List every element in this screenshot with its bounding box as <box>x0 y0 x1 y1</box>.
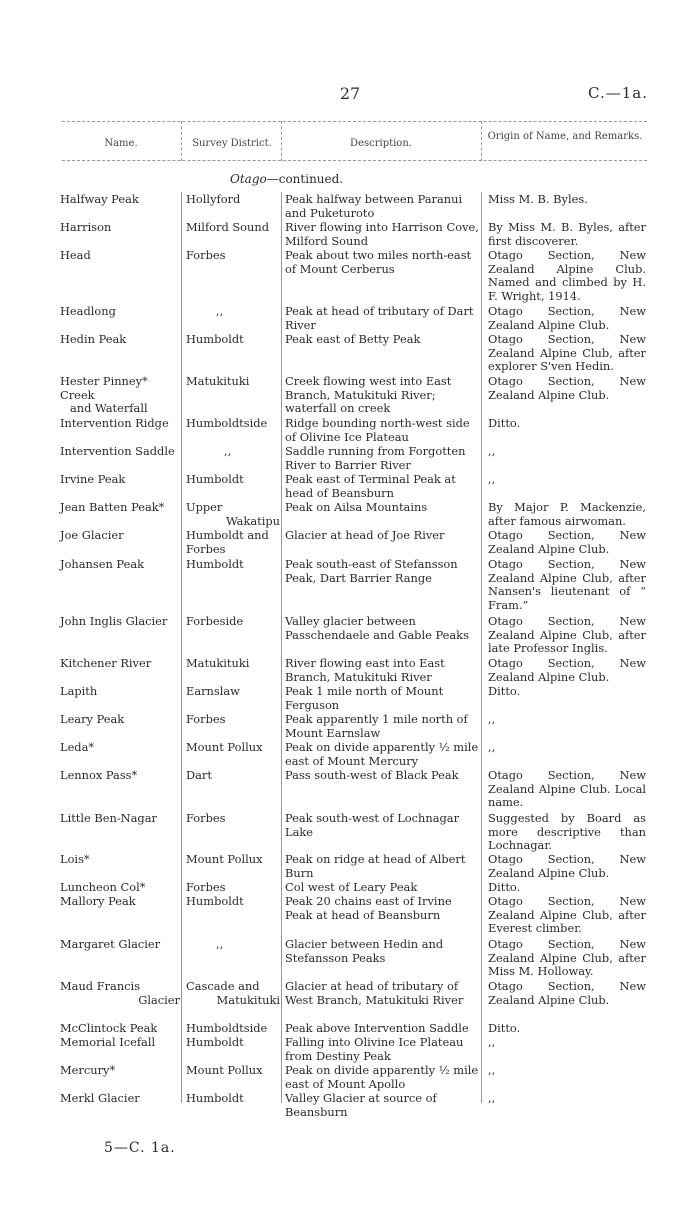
cell-name: Joe Glacier <box>60 528 124 542</box>
cell-district: Forbes <box>186 248 226 262</box>
cell-description: Peak on ridge at head of Albert Burn <box>285 852 466 880</box>
cell-name: Kitchener River <box>60 656 152 670</box>
cell-origin: ,, <box>488 1035 496 1049</box>
header-column-separator <box>181 121 182 161</box>
cell-name: Headlong <box>60 304 116 318</box>
cell-origin: Otago Section, New Zealand Alpine Club. Local name. <box>488 768 646 809</box>
cell-origin: Ditto. <box>488 880 521 894</box>
cell-district: Humboldt <box>186 472 244 486</box>
cell-district: Humboldt <box>186 894 244 908</box>
cell-origin: ,, <box>488 1091 496 1105</box>
cell-district-line: Forbes <box>186 541 226 556</box>
cell-description: Ridge bounding north-west side of Olivine Ice Plateau <box>285 416 470 444</box>
cell-name: Lapith <box>60 684 98 698</box>
cell-description: Peak above Intervention Saddle <box>285 1021 469 1035</box>
cell-district: Mount Pollux <box>186 852 263 866</box>
cell-name: Leary Peak <box>60 712 125 726</box>
footer-signature: 5—C. 1a. <box>104 1140 176 1156</box>
cell-description: River flowing east into East Branch, Matukituki River <box>285 656 445 684</box>
cell-description: Valley Glacier at source of Beansburn <box>285 1091 437 1119</box>
cell-district: ,, <box>224 444 232 458</box>
cell-name: Lennox Pass* <box>60 768 138 782</box>
document-reference: C.—1a. <box>588 84 648 102</box>
cell-district: Humboldt <box>186 1091 244 1105</box>
cell-name-line: Hester Pinney* Creek <box>60 374 148 402</box>
column-header-origin: Origin of Name, and Remarks. <box>487 131 643 142</box>
cell-district: Earnslaw <box>186 684 240 698</box>
page-number: 27 <box>339 84 361 103</box>
column-header-district: Survey District. <box>192 138 272 149</box>
header-column-separator <box>481 121 482 161</box>
cell-name: Margaret Glacier <box>60 937 161 951</box>
cell-description: Glacier at head of tributary of West Branch, Matukituki River <box>285 979 464 1007</box>
cell-description: Peak 20 chains east of Irvine Peak at head of Beansburn <box>285 894 452 922</box>
cell-name: Leda* <box>60 740 95 754</box>
cell-district-line: Cascade and <box>186 979 260 993</box>
cell-description: Peak 1 mile north of Mount Ferguson <box>285 684 444 712</box>
cell-origin: Otago Section, New Zealand Alpine Club, after Everest climber. <box>488 894 646 935</box>
cell-name: Intervention Saddle <box>60 444 175 458</box>
cell-origin: Otago Section, New Zealand Alpine Club, after Miss M. Holloway. <box>488 937 646 978</box>
cell-description: Peak south-west of Lochnagar Lake <box>285 811 460 839</box>
cell-origin: Ditto. <box>488 684 521 698</box>
cell-district: Forbes <box>186 880 226 894</box>
cell-description: Peak on Ailsa Mountains <box>285 500 428 514</box>
cell-name: Intervention Ridge <box>60 416 169 430</box>
cell-district: Matukituki <box>186 374 250 388</box>
cell-name: Lois* <box>60 852 90 866</box>
cell-origin: Otago Section, New Zealand Alpine Club. Named and climbed by H. F. Wright, 1914. <box>488 248 646 303</box>
cell-description: Glacier at head of Joe River <box>285 528 445 542</box>
cell-name: Head <box>60 248 91 262</box>
cell-origin: Otago Section, New Zealand Alpine Club. <box>488 528 646 556</box>
cell-origin: ,, <box>488 472 496 486</box>
cell-district: Humboldt <box>186 1035 244 1049</box>
cell-district-line: Matukituki <box>216 992 280 1007</box>
cell-name: Harrison <box>60 220 112 234</box>
cell-district: Humboldtside <box>186 1021 268 1035</box>
cell-description: Peak south-east of Stefansson Peak, Dart Barrier Range <box>285 557 458 585</box>
section-region: Otago <box>230 172 267 186</box>
section-label <box>230 172 343 186</box>
body-column-separator <box>281 192 282 1103</box>
cell-origin: Otago Section, New Zealand Alpine Club. <box>488 979 646 1007</box>
cell-origin: By Major P. Mackenzie, after famous airwoman. <box>488 500 646 528</box>
cell-district: Humboldtside <box>186 416 268 430</box>
header-rule-top <box>62 121 647 122</box>
cell-origin: Miss M. B. Byles. <box>488 192 588 206</box>
cell-origin: Otago Section, New Zealand Alpine Club. <box>488 852 646 880</box>
cell-description: Peak on divide apparently ½ mile east of Mount Mercury <box>285 740 479 768</box>
cell-district: ,, <box>216 937 224 951</box>
cell-description: Saddle running from Forgotten River to Barrier River <box>285 444 466 472</box>
cell-district <box>186 980 280 1007</box>
cell-description: Falling into Olivine Ice Plateau from Destiny Peak <box>285 1035 464 1063</box>
cell-origin: ,, <box>488 740 496 754</box>
cell-origin: Otago Section, New Zealand Alpine Club. <box>488 304 646 332</box>
cell-origin: Otago Section, New Zealand Alpine Club, after late Professor Inglis. <box>488 614 646 655</box>
cell-district: Forbes <box>186 712 226 726</box>
cell-origin: Otago Section, New Zealand Alpine Club. <box>488 374 646 402</box>
cell-district: Dart <box>186 768 212 782</box>
cell-district: Milford Sound <box>186 220 270 234</box>
cell-district: Hollyford <box>186 192 241 206</box>
cell-description: Pass south-west of Black Peak <box>285 768 459 782</box>
cell-district-line: Humboldt and <box>186 528 269 542</box>
cell-name-line: and Waterfall <box>70 401 148 415</box>
cell-district <box>186 501 280 528</box>
cell-name: Halfway Peak <box>60 192 139 206</box>
cell-origin: Ditto. <box>488 416 521 430</box>
cell-name: Memorial Icefall <box>60 1035 156 1049</box>
cell-district-line: Upper <box>186 500 223 514</box>
cell-name <box>60 980 180 1007</box>
cell-origin: Ditto. <box>488 1021 521 1035</box>
cell-description: Peak east of Betty Peak <box>285 332 421 346</box>
cell-description: Peak at head of tributary of Dart River <box>285 304 474 332</box>
cell-name <box>60 375 180 416</box>
cell-name: Jean Batten Peak* <box>60 500 165 514</box>
cell-origin: Otago Section, New Zealand Alpine Club, after explorer S'ven Hedin. <box>488 332 646 373</box>
body-column-separator <box>481 192 482 1103</box>
cell-description: Col west of Leary Peak <box>285 880 418 894</box>
cell-description: Peak on divide apparently ½ mile east of Mount Apollo <box>285 1063 479 1091</box>
cell-name: Mallory Peak <box>60 894 136 908</box>
cell-name: Luncheon Col* <box>60 880 146 894</box>
cell-district: ,, <box>216 304 224 318</box>
cell-name-line: Glacier <box>138 992 180 1007</box>
cell-description: Peak apparently 1 mile north of Mount Earnslaw <box>285 712 468 740</box>
cell-district: Mount Pollux <box>186 740 263 754</box>
cell-name: Merkl Glacier <box>60 1091 140 1105</box>
cell-origin: Suggested by Board as more descriptive than Lochnagar. <box>488 811 646 852</box>
cell-origin: Otago Section, New Zealand Alpine Club, after Nansen's lieutenant of “ Fram.” <box>488 557 646 612</box>
cell-origin: ,, <box>488 444 496 458</box>
cell-name: Irvine Peak <box>60 472 126 486</box>
cell-name: John Inglis Glacier <box>60 614 168 628</box>
cell-name: Little Ben-Nagar <box>60 811 157 825</box>
cell-description: River flowing into Harrison Cove, Milford Sound <box>285 220 479 248</box>
cell-origin: Otago Section, New Zealand Alpine Club. <box>488 656 646 684</box>
header-rule-bottom <box>62 160 647 161</box>
cell-description: Peak east of Terminal Peak at head of Beansburn <box>285 472 456 500</box>
section-suffix: —continued. <box>266 172 344 186</box>
cell-district: Forbes <box>186 811 226 825</box>
cell-origin: ,, <box>488 1063 496 1077</box>
cell-district: Humboldt <box>186 332 244 346</box>
cell-district: Mount Pollux <box>186 1063 263 1077</box>
cell-name: Hedin Peak <box>60 332 127 346</box>
cell-origin: By Miss M. B. Byles, after first discoverer. <box>488 220 646 248</box>
body-column-separator <box>181 192 182 1103</box>
column-header-description: Description. <box>350 138 412 149</box>
header-column-separator <box>281 121 282 161</box>
cell-district-line: Wakatipu <box>225 513 280 528</box>
column-header-name: Name. <box>104 138 138 149</box>
cell-district: Humboldt <box>186 557 244 571</box>
cell-district: Forbeside <box>186 614 244 628</box>
cell-name: Mercury* <box>60 1063 116 1077</box>
cell-description: Valley glacier between Passchendaele and Gable Peaks <box>285 614 469 642</box>
cell-name: McClintock Peak <box>60 1021 158 1035</box>
cell-description: Peak halfway between Paranui and Puketuroto <box>285 192 463 220</box>
cell-name-line: Maud Francis <box>60 979 141 993</box>
cell-origin: ,, <box>488 712 496 726</box>
cell-district: Matukituki <box>186 656 250 670</box>
cell-description: Creek flowing west into East Branch, Matukituki River; waterfall on creek <box>285 374 452 415</box>
cell-description: Glacier between Hedin and Stefansson Peaks <box>285 937 444 965</box>
cell-name: Johansen Peak <box>60 557 145 571</box>
cell-district <box>186 529 280 556</box>
cell-description: Peak about two miles north-east of Mount Cerberus <box>285 248 472 276</box>
